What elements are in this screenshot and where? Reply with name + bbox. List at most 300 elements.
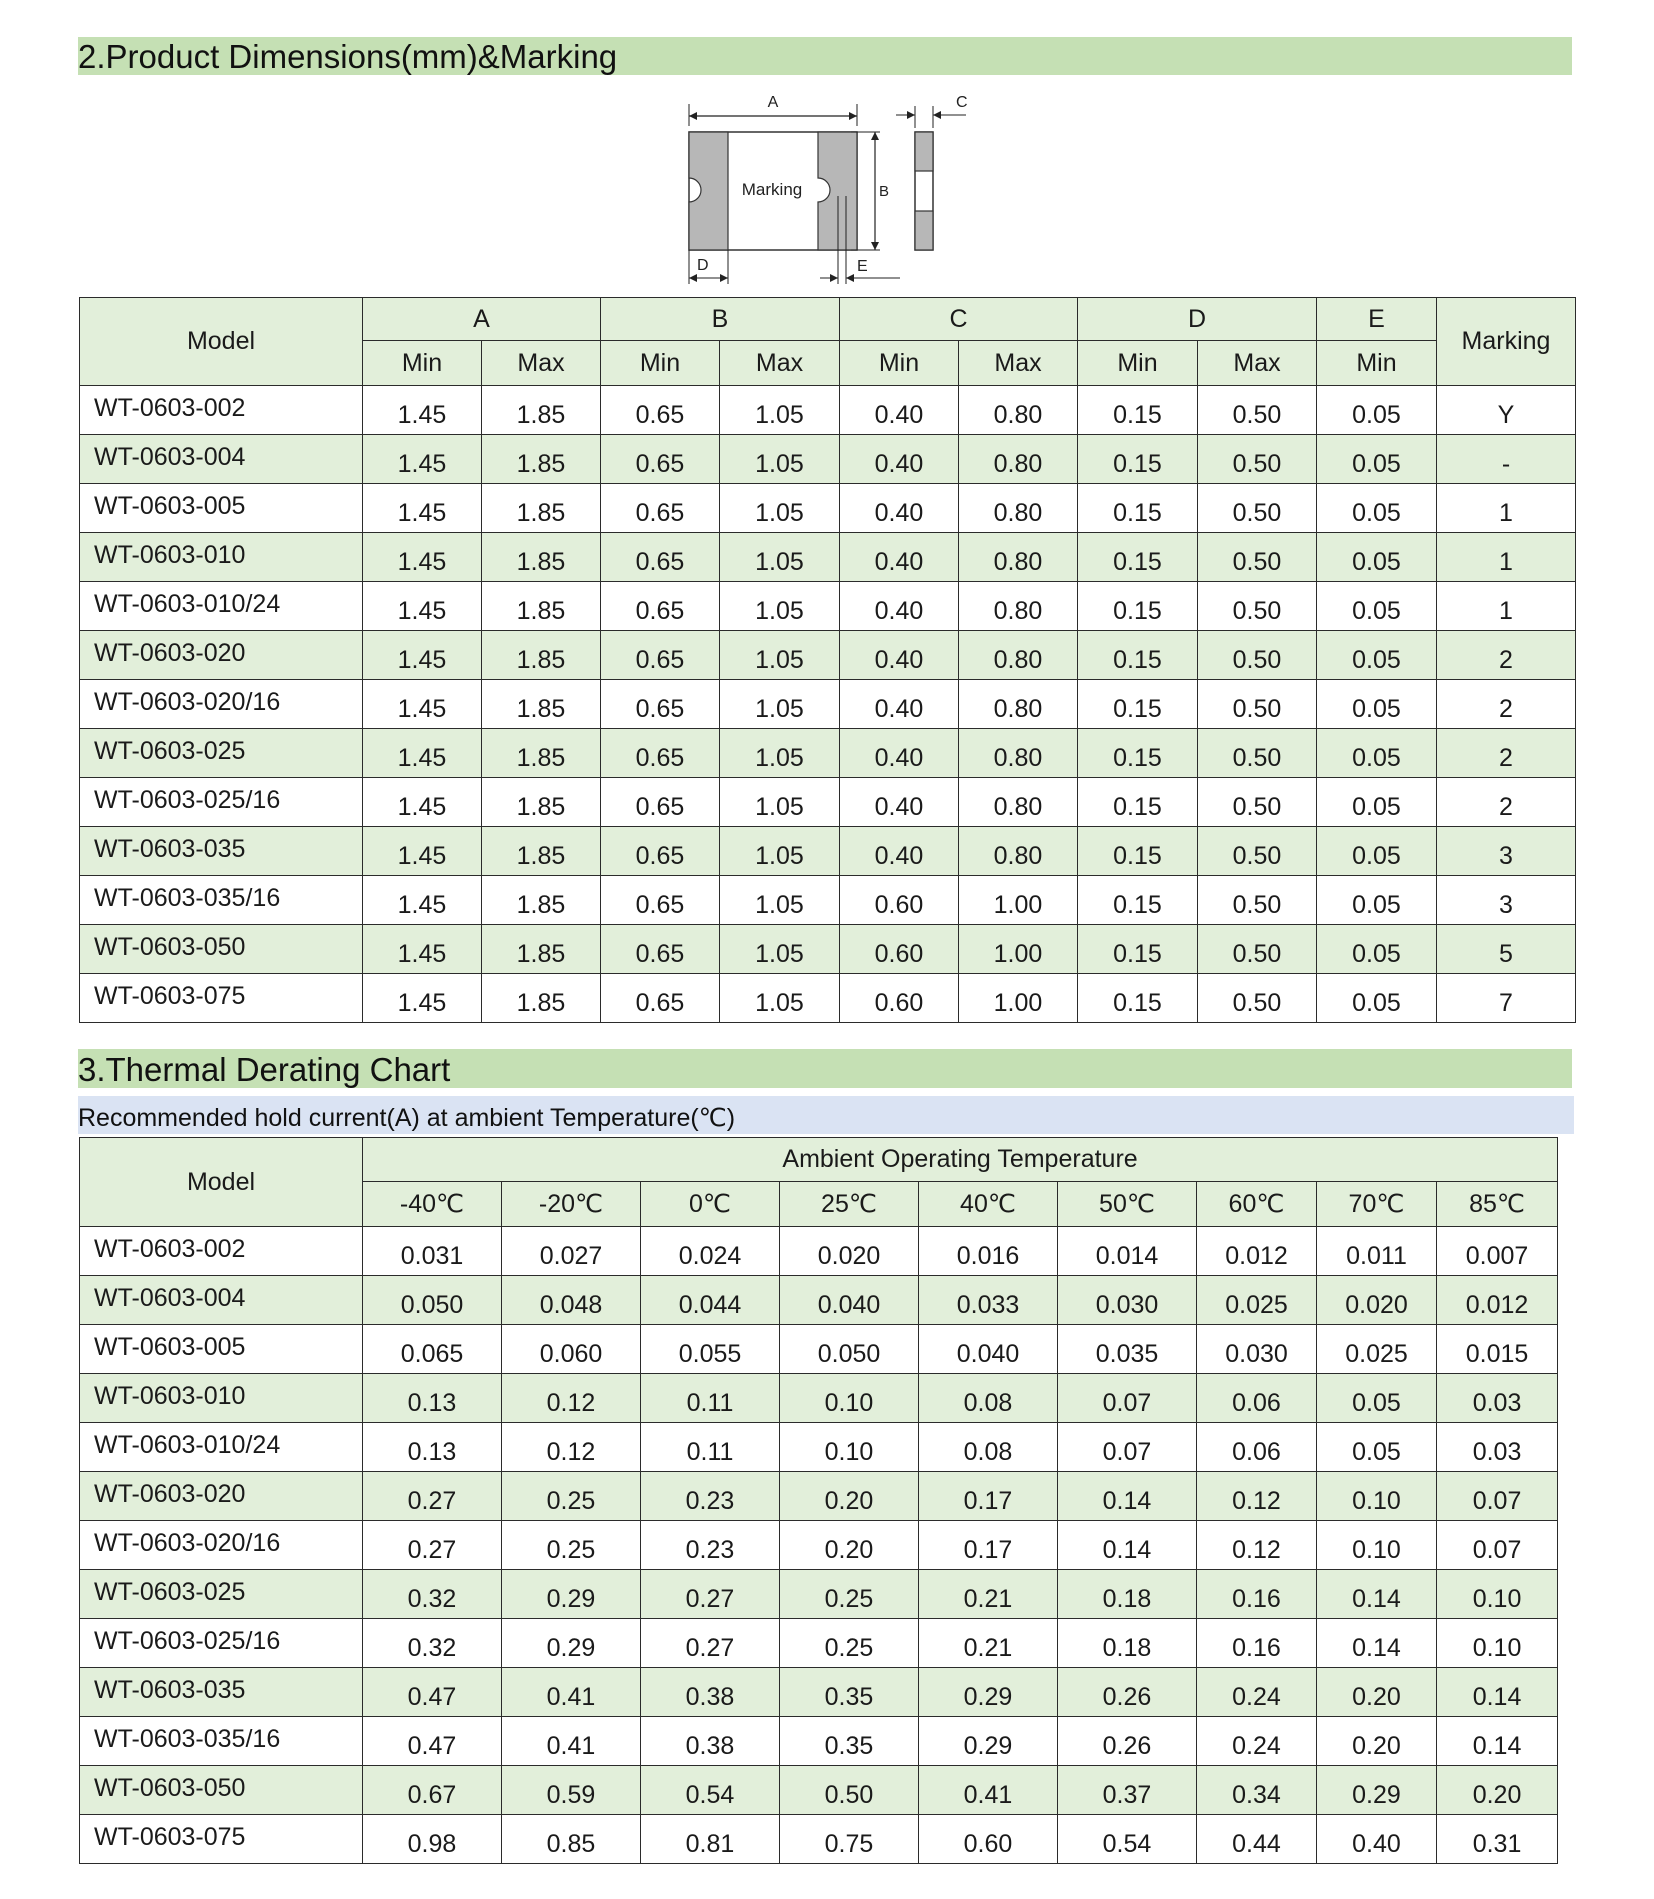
current-cell: 0.07	[1058, 1374, 1197, 1423]
table-row	[80, 876, 1576, 925]
sub-header: Min	[1078, 341, 1198, 386]
value-cell: 1.45	[363, 631, 482, 680]
value-cell: 0.15	[1078, 631, 1198, 680]
temperature-header: 0℃	[641, 1182, 780, 1227]
value-cell: 0.65	[601, 533, 720, 582]
current-cell: 0.05	[1317, 1423, 1437, 1472]
value-cell: 1.85	[482, 533, 601, 582]
group-header-d: D	[1078, 298, 1317, 341]
value-cell: 0.50	[1198, 533, 1317, 582]
current-cell: 0.012	[1437, 1276, 1558, 1325]
temperature-header: 25℃	[780, 1182, 919, 1227]
table-row	[80, 1668, 1558, 1717]
value-cell: 0.15	[1078, 974, 1198, 1023]
value-cell: 1.45	[363, 729, 482, 778]
value-cell: 1.85	[482, 484, 601, 533]
value-cell: 0.05	[1317, 582, 1437, 631]
value-cell: 1.85	[482, 680, 601, 729]
value-cell: 1.85	[482, 386, 601, 435]
value-cell: 1.45	[363, 533, 482, 582]
value-cell: 1.45	[363, 974, 482, 1023]
current-cell: 0.24	[1197, 1717, 1317, 1766]
current-cell: 0.12	[502, 1374, 641, 1423]
current-cell: 0.17	[919, 1521, 1058, 1570]
current-cell: 0.47	[363, 1717, 502, 1766]
table-row	[80, 1227, 1558, 1276]
value-cell: 0.15	[1078, 680, 1198, 729]
current-cell: 0.048	[502, 1276, 641, 1325]
current-cell: 0.12	[1197, 1472, 1317, 1521]
current-cell: 0.23	[641, 1472, 780, 1521]
marking-cell: 1	[1437, 484, 1576, 533]
thermal-model-header: Model	[80, 1138, 363, 1227]
value-cell: 1.05	[720, 925, 840, 974]
thermal-subtitle-band	[78, 1096, 1574, 1134]
table-row	[80, 582, 1576, 631]
table-row	[80, 1472, 1558, 1521]
current-cell: 0.29	[502, 1619, 641, 1668]
current-cell: 0.18	[1058, 1619, 1197, 1668]
marking-cell: 3	[1437, 827, 1576, 876]
model-cell: WT-0603-010	[80, 1374, 363, 1423]
current-cell: 0.29	[1317, 1766, 1437, 1815]
table-row	[80, 631, 1576, 680]
model-cell: WT-0603-005	[80, 484, 363, 533]
current-cell: 0.06	[1197, 1423, 1317, 1472]
sub-header: Max	[959, 341, 1078, 386]
model-cell: WT-0603-025/16	[80, 778, 363, 827]
current-cell: 0.40	[1317, 1815, 1437, 1864]
current-cell: 0.12	[502, 1423, 641, 1472]
section-thermal-band	[78, 1049, 1572, 1088]
value-cell: 0.65	[601, 974, 720, 1023]
value-cell: 0.80	[959, 386, 1078, 435]
value-cell: 0.40	[840, 631, 959, 680]
current-cell: 0.14	[1437, 1717, 1558, 1766]
value-cell: 1.85	[482, 582, 601, 631]
current-cell: 0.020	[1317, 1276, 1437, 1325]
table-row	[80, 533, 1576, 582]
value-cell: 1.45	[363, 778, 482, 827]
value-cell: 0.80	[959, 435, 1078, 484]
value-cell: 1.45	[363, 386, 482, 435]
value-cell: 0.65	[601, 827, 720, 876]
table-row	[80, 435, 1576, 484]
value-cell: 0.65	[601, 386, 720, 435]
temperature-header: -40℃	[363, 1182, 502, 1227]
current-cell: 0.03	[1437, 1374, 1558, 1423]
value-cell: 0.40	[840, 582, 959, 631]
value-cell: 0.15	[1078, 925, 1198, 974]
current-cell: 0.54	[1058, 1815, 1197, 1864]
current-cell: 0.18	[1058, 1570, 1197, 1619]
current-cell: 0.29	[502, 1570, 641, 1619]
model-cell: WT-0603-004	[80, 435, 363, 484]
current-cell: 0.13	[363, 1423, 502, 1472]
table-row	[80, 1374, 1558, 1423]
section-thermal-title: 3.Thermal Derating Chart	[78, 1051, 451, 1088]
value-cell: 0.50	[1198, 729, 1317, 778]
value-cell: 1.00	[959, 876, 1078, 925]
table-row	[80, 484, 1576, 533]
model-cell: WT-0603-020	[80, 1472, 363, 1521]
value-cell: 0.80	[959, 680, 1078, 729]
diagram-label-b: B	[879, 183, 890, 200]
current-cell: 0.14	[1058, 1472, 1197, 1521]
value-cell: 1.85	[482, 631, 601, 680]
value-cell: 0.40	[840, 484, 959, 533]
current-cell: 0.20	[780, 1472, 919, 1521]
value-cell: 0.65	[601, 680, 720, 729]
model-cell: WT-0603-002	[80, 1227, 363, 1276]
current-cell: 0.027	[502, 1227, 641, 1276]
value-cell: 0.40	[840, 778, 959, 827]
value-cell: 0.50	[1198, 680, 1317, 729]
value-cell: 0.15	[1078, 827, 1198, 876]
group-header-c: C	[840, 298, 1078, 341]
marking-cell: 7	[1437, 974, 1576, 1023]
model-header: Model	[80, 298, 363, 386]
model-cell: WT-0603-035	[80, 1668, 363, 1717]
current-cell: 0.10	[1317, 1521, 1437, 1570]
model-cell: WT-0603-035	[80, 827, 363, 876]
model-cell: WT-0603-025	[80, 1570, 363, 1619]
current-cell: 0.27	[363, 1521, 502, 1570]
table-row	[80, 1276, 1558, 1325]
current-cell: 0.14	[1058, 1521, 1197, 1570]
current-cell: 0.007	[1437, 1227, 1558, 1276]
diagram-marking-text: Marking	[741, 180, 803, 199]
table-row	[80, 386, 1576, 435]
value-cell: 1.05	[720, 582, 840, 631]
value-cell: 1.00	[959, 974, 1078, 1023]
current-cell: 0.14	[1317, 1619, 1437, 1668]
current-cell: 0.21	[919, 1619, 1058, 1668]
model-cell: WT-0603-050	[80, 1766, 363, 1815]
temperature-header: 40℃	[919, 1182, 1058, 1227]
value-cell: 1.05	[720, 631, 840, 680]
current-cell: 0.050	[363, 1276, 502, 1325]
diagram-label-e: E	[857, 258, 868, 275]
table-row	[80, 1423, 1558, 1472]
sub-header: Min	[1317, 341, 1437, 386]
current-cell: 0.41	[502, 1717, 641, 1766]
value-cell: 0.80	[959, 729, 1078, 778]
value-cell: 0.05	[1317, 386, 1437, 435]
model-cell: WT-0603-010/24	[80, 582, 363, 631]
value-cell: 1.85	[482, 827, 601, 876]
table-row	[80, 1570, 1558, 1619]
value-cell: 0.80	[959, 631, 1078, 680]
value-cell: 0.40	[840, 680, 959, 729]
current-cell: 0.033	[919, 1276, 1058, 1325]
value-cell: 1.85	[482, 729, 601, 778]
value-cell: 0.50	[1198, 435, 1317, 484]
table-row	[80, 680, 1576, 729]
current-cell: 0.23	[641, 1521, 780, 1570]
current-cell: 0.41	[502, 1668, 641, 1717]
value-cell: 0.15	[1078, 729, 1198, 778]
value-cell: 0.40	[840, 435, 959, 484]
value-cell: 0.15	[1078, 876, 1198, 925]
current-cell: 0.040	[919, 1325, 1058, 1374]
current-cell: 0.16	[1197, 1570, 1317, 1619]
table-row	[80, 1619, 1558, 1668]
value-cell: 0.50	[1198, 484, 1317, 533]
value-cell: 1.05	[720, 827, 840, 876]
model-cell: WT-0603-025	[80, 729, 363, 778]
value-cell: 0.65	[601, 778, 720, 827]
model-cell: WT-0603-050	[80, 925, 363, 974]
current-cell: 0.014	[1058, 1227, 1197, 1276]
value-cell: 0.50	[1198, 386, 1317, 435]
current-cell: 0.024	[641, 1227, 780, 1276]
sub-header: Min	[363, 341, 482, 386]
current-cell: 0.75	[780, 1815, 919, 1864]
current-cell: 0.07	[1437, 1472, 1558, 1521]
sub-header: Min	[601, 341, 720, 386]
value-cell: 0.15	[1078, 386, 1198, 435]
value-cell: 0.05	[1317, 876, 1437, 925]
current-cell: 0.020	[780, 1227, 919, 1276]
value-cell: 0.15	[1078, 778, 1198, 827]
ambient-temperature-header: Ambient Operating Temperature	[363, 1138, 1558, 1182]
marking-cell: 5	[1437, 925, 1576, 974]
value-cell: 1.85	[482, 778, 601, 827]
value-cell: 0.50	[1198, 778, 1317, 827]
marking-cell: 2	[1437, 680, 1576, 729]
value-cell: 0.65	[601, 876, 720, 925]
current-cell: 0.44	[1197, 1815, 1317, 1864]
table-row	[80, 1815, 1558, 1864]
value-cell: 1.05	[720, 876, 840, 925]
model-cell: WT-0603-075	[80, 1815, 363, 1864]
marking-cell: Y	[1437, 386, 1576, 435]
current-cell: 0.10	[780, 1423, 919, 1472]
current-cell: 0.47	[363, 1668, 502, 1717]
value-cell: 0.60	[840, 974, 959, 1023]
value-cell: 0.50	[1198, 631, 1317, 680]
current-cell: 0.29	[919, 1668, 1058, 1717]
current-cell: 0.011	[1317, 1227, 1437, 1276]
value-cell: 0.15	[1078, 582, 1198, 631]
current-cell: 0.13	[363, 1374, 502, 1423]
marking-cell: 2	[1437, 631, 1576, 680]
current-cell: 0.32	[363, 1619, 502, 1668]
model-cell: WT-0603-010	[80, 533, 363, 582]
current-cell: 0.85	[502, 1815, 641, 1864]
current-cell: 0.31	[1437, 1815, 1558, 1864]
current-cell: 0.38	[641, 1717, 780, 1766]
current-cell: 0.14	[1437, 1668, 1558, 1717]
value-cell: 0.65	[601, 925, 720, 974]
value-cell: 1.05	[720, 386, 840, 435]
table-row	[80, 827, 1576, 876]
value-cell: 0.50	[1198, 582, 1317, 631]
value-cell: 1.05	[720, 680, 840, 729]
current-cell: 0.11	[641, 1374, 780, 1423]
current-cell: 0.05	[1317, 1374, 1437, 1423]
value-cell: 0.80	[959, 778, 1078, 827]
current-cell: 0.12	[1197, 1521, 1317, 1570]
current-cell: 0.27	[641, 1570, 780, 1619]
value-cell: 0.65	[601, 631, 720, 680]
value-cell: 1.05	[720, 533, 840, 582]
value-cell: 0.50	[1198, 925, 1317, 974]
current-cell: 0.025	[1317, 1325, 1437, 1374]
current-cell: 0.37	[1058, 1766, 1197, 1815]
current-cell: 0.065	[363, 1325, 502, 1374]
thermal-derating-table	[79, 1137, 1558, 1864]
marking-cell: -	[1437, 435, 1576, 484]
model-cell: WT-0603-020	[80, 631, 363, 680]
marking-header: Marking	[1437, 298, 1576, 386]
value-cell: 1.45	[363, 484, 482, 533]
value-cell: 0.15	[1078, 533, 1198, 582]
current-cell: 0.81	[641, 1815, 780, 1864]
value-cell: 0.60	[840, 925, 959, 974]
value-cell: 1.45	[363, 680, 482, 729]
model-cell: WT-0603-035/16	[80, 1717, 363, 1766]
value-cell: 1.45	[363, 876, 482, 925]
value-cell: 0.05	[1317, 680, 1437, 729]
current-cell: 0.35	[780, 1717, 919, 1766]
current-cell: 0.67	[363, 1766, 502, 1815]
current-cell: 0.34	[1197, 1766, 1317, 1815]
table-row	[80, 778, 1576, 827]
value-cell: 0.15	[1078, 484, 1198, 533]
current-cell: 0.031	[363, 1227, 502, 1276]
temperature-header: 85℃	[1437, 1182, 1558, 1227]
value-cell: 1.05	[720, 729, 840, 778]
value-cell: 0.15	[1078, 435, 1198, 484]
group-header-e: E	[1317, 298, 1437, 341]
model-cell: WT-0603-020/16	[80, 680, 363, 729]
value-cell: 0.05	[1317, 435, 1437, 484]
current-cell: 0.20	[780, 1521, 919, 1570]
current-cell: 0.14	[1317, 1570, 1437, 1619]
temperature-header: 50℃	[1058, 1182, 1197, 1227]
value-cell: 0.40	[840, 729, 959, 778]
value-cell: 1.45	[363, 582, 482, 631]
current-cell: 0.10	[1437, 1570, 1558, 1619]
value-cell: 1.45	[363, 925, 482, 974]
current-cell: 0.025	[1197, 1276, 1317, 1325]
current-cell: 0.25	[502, 1521, 641, 1570]
value-cell: 0.50	[1198, 876, 1317, 925]
value-cell: 0.80	[959, 533, 1078, 582]
current-cell: 0.25	[502, 1472, 641, 1521]
current-cell: 0.98	[363, 1815, 502, 1864]
current-cell: 0.35	[780, 1668, 919, 1717]
dimension-diagram	[680, 88, 990, 288]
current-cell: 0.21	[919, 1570, 1058, 1619]
marking-cell: 2	[1437, 729, 1576, 778]
marking-cell: 1	[1437, 582, 1576, 631]
value-cell: 1.05	[720, 778, 840, 827]
value-cell: 1.85	[482, 876, 601, 925]
temperature-header: 60℃	[1197, 1182, 1317, 1227]
current-cell: 0.035	[1058, 1325, 1197, 1374]
current-cell: 0.26	[1058, 1717, 1197, 1766]
table-row	[80, 1325, 1558, 1374]
value-cell: 0.80	[959, 484, 1078, 533]
current-cell: 0.012	[1197, 1227, 1317, 1276]
value-cell: 1.85	[482, 925, 601, 974]
group-header-a: A	[363, 298, 601, 341]
table-row	[80, 729, 1576, 778]
current-cell: 0.08	[919, 1374, 1058, 1423]
current-cell: 0.27	[641, 1619, 780, 1668]
diagram-label-a: A	[767, 94, 779, 111]
current-cell: 0.20	[1437, 1766, 1558, 1815]
marking-cell: 1	[1437, 533, 1576, 582]
table-row	[80, 1521, 1558, 1570]
current-cell: 0.08	[919, 1423, 1058, 1472]
current-cell: 0.07	[1437, 1521, 1558, 1570]
value-cell: 0.65	[601, 582, 720, 631]
current-cell: 0.044	[641, 1276, 780, 1325]
current-cell: 0.20	[1317, 1717, 1437, 1766]
current-cell: 0.59	[502, 1766, 641, 1815]
thermal-subtitle: Recommended hold current(A) at ambient Temperature(℃)	[78, 1104, 736, 1132]
model-cell: WT-0603-002	[80, 386, 363, 435]
current-cell: 0.54	[641, 1766, 780, 1815]
current-cell: 0.25	[780, 1619, 919, 1668]
value-cell: 1.45	[363, 827, 482, 876]
model-cell: WT-0603-010/24	[80, 1423, 363, 1472]
diagram-label-c: C	[956, 94, 968, 111]
value-cell: 0.50	[1198, 974, 1317, 1023]
value-cell: 0.05	[1317, 925, 1437, 974]
value-cell: 1.05	[720, 484, 840, 533]
current-cell: 0.16	[1197, 1619, 1317, 1668]
model-cell: WT-0603-035/16	[80, 876, 363, 925]
value-cell: 0.40	[840, 827, 959, 876]
value-cell: 1.05	[720, 435, 840, 484]
value-cell: 0.05	[1317, 827, 1437, 876]
sub-header: Max	[1198, 341, 1317, 386]
current-cell: 0.17	[919, 1472, 1058, 1521]
current-cell: 0.06	[1197, 1374, 1317, 1423]
current-cell: 0.26	[1058, 1668, 1197, 1717]
current-cell: 0.50	[780, 1766, 919, 1815]
marking-cell: 3	[1437, 876, 1576, 925]
value-cell: 1.85	[482, 974, 601, 1023]
value-cell: 0.05	[1317, 533, 1437, 582]
model-cell: WT-0603-075	[80, 974, 363, 1023]
value-cell: 0.40	[840, 386, 959, 435]
current-cell: 0.11	[641, 1423, 780, 1472]
section-dimensions-band	[78, 37, 1572, 75]
model-cell: WT-0603-025/16	[80, 1619, 363, 1668]
temperature-header: -20℃	[502, 1182, 641, 1227]
value-cell: 0.05	[1317, 484, 1437, 533]
current-cell: 0.10	[1317, 1472, 1437, 1521]
current-cell: 0.015	[1437, 1325, 1558, 1374]
current-cell: 0.41	[919, 1766, 1058, 1815]
sub-header: Min	[840, 341, 959, 386]
current-cell: 0.38	[641, 1668, 780, 1717]
value-cell: 0.80	[959, 827, 1078, 876]
value-cell: 0.05	[1317, 974, 1437, 1023]
current-cell: 0.07	[1058, 1423, 1197, 1472]
value-cell: 0.80	[959, 582, 1078, 631]
current-cell: 0.03	[1437, 1423, 1558, 1472]
value-cell: 1.00	[959, 925, 1078, 974]
value-cell: 1.45	[363, 435, 482, 484]
current-cell: 0.040	[780, 1276, 919, 1325]
